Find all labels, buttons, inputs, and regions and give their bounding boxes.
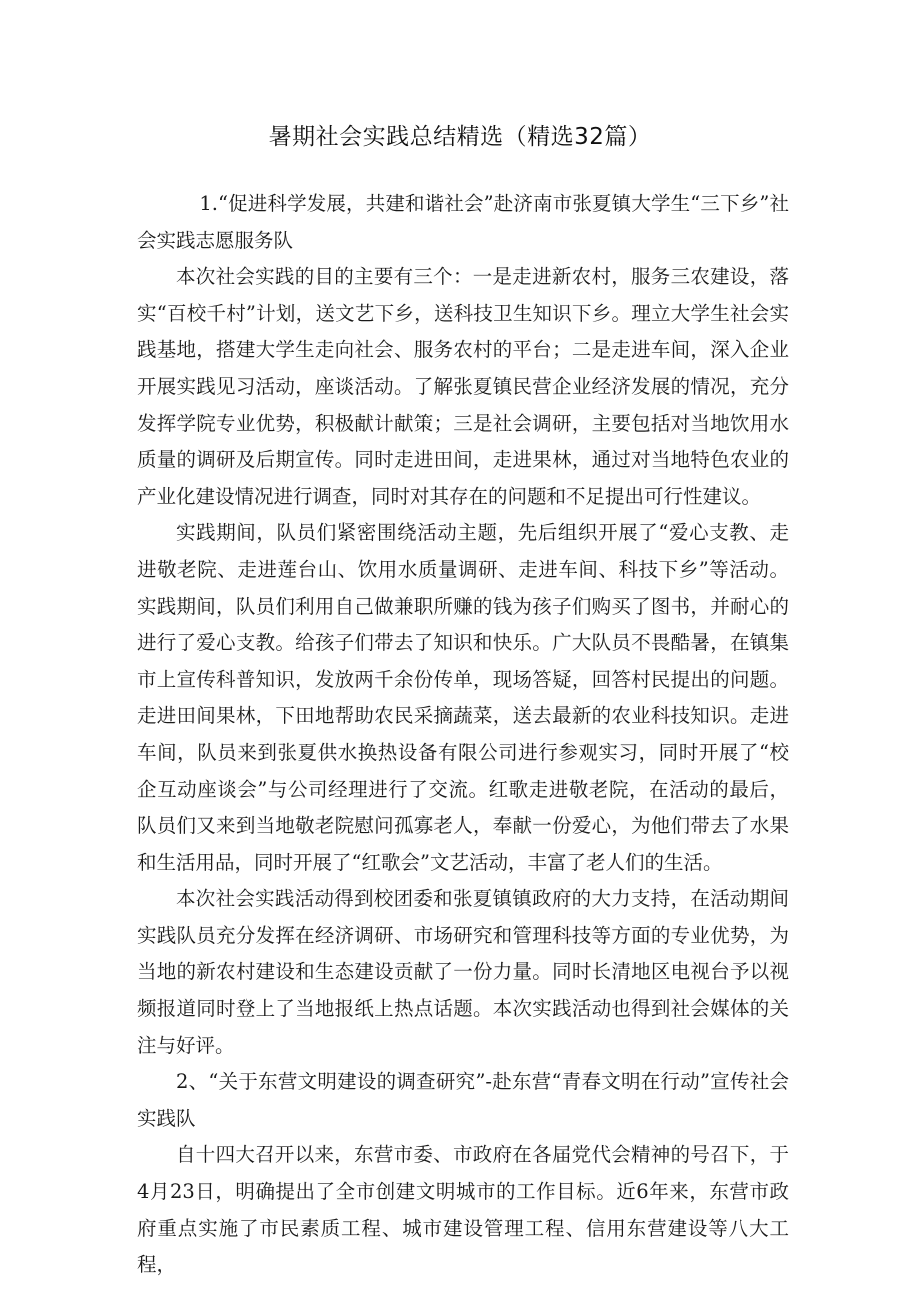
paragraph: 自十四大召开以来，东营市委、市政府在各届党代会精神的号召下，于4月23日，明确提出了全市创建文明城市的工作目标。近6年来，东营市政府重点实施了市民素质工程、城市建设管理工程、信用东营建设等八大工程， [137, 1143, 789, 1277]
document-body [137, 186, 789, 1284]
section-heading-2: 2、“关于东营文明建设的调查研究”-赴东营“青春文明在行动”宣传社会实践队 [137, 1070, 789, 1130]
paragraph: 本次社会实践活动得到校团委和张夏镇镇政府的大力支持，在活动期间实践队员充分发挥在经济调研、市场研究和管理科技等方面的专业优势，为当地的新农村建设和生态建设贡献了一份力量。同时长清地区电视台予以视频报道同时登上了当地报纸上热点话题。本次实践活动也得到社会媒体的关注与好评。 [137, 887, 789, 1057]
document-title: 暑期社会实践总结精选（精选32篇） [268, 124, 652, 150]
section-heading-1: 1.“促进科学发展，共建和谐社会”赴济南市张夏镇大学生“三下乡”社会实践志愿服务队 [137, 192, 789, 252]
paragraph: 本次社会实践的目的主要有三个：一是走进新农村，服务三农建设，落实“百校千村”计划，送文艺下乡，送科技卫生知识下乡。理立大学生社会实践基地，搭建大学生走向社会、服务农村的平台；二是走进车间，深入企业开展实践见习活动，座谈活动。了解张夏镇民营企业经济发展的情况，充分发挥学院专业优势，积极献计献策；三是社会调研，主要包括对当地饮用水质量的调研及后期宣传。同时走进田间，走进果林，通过对当地特色农业的产业化建设情况进行调查，同时对其存在的问题和不足提出可行性建议。 [137, 265, 789, 508]
paragraph: 实践期间，队员们紧密围绕活动主题，先后组织开展了“爱心支教、走进敬老院、走进莲台山、饮用水质量调研、走进车间、科技下乡”等活动。实践期间，队员们利用自己做兼职所赚的钱为孩子们购买了图书，并耐心的进行了爱心支教。给孩子们带去了知识和快乐。广大队员不畏酷暑，在镇集市上宣传科普知识，发放两千余份传单，现场答疑，回答村民提出的问题。走进田间果林，下田地帮助农民采摘蔬菜，送去最新的农业科技知识。走进车间，队员来到张夏供水换热设备有限公司进行参观实习，同时开展了“校企互动座谈会”与公司经理进行了交流。红歌走进敬老院，在活动的最后，队员们又来到当地敬老院慰问孤寡老人，奉献一份爱心，为他们带去了水果和生活用品，同时开展了“红歌会”文艺活动，丰富了老人们的生活。 [137, 521, 789, 874]
